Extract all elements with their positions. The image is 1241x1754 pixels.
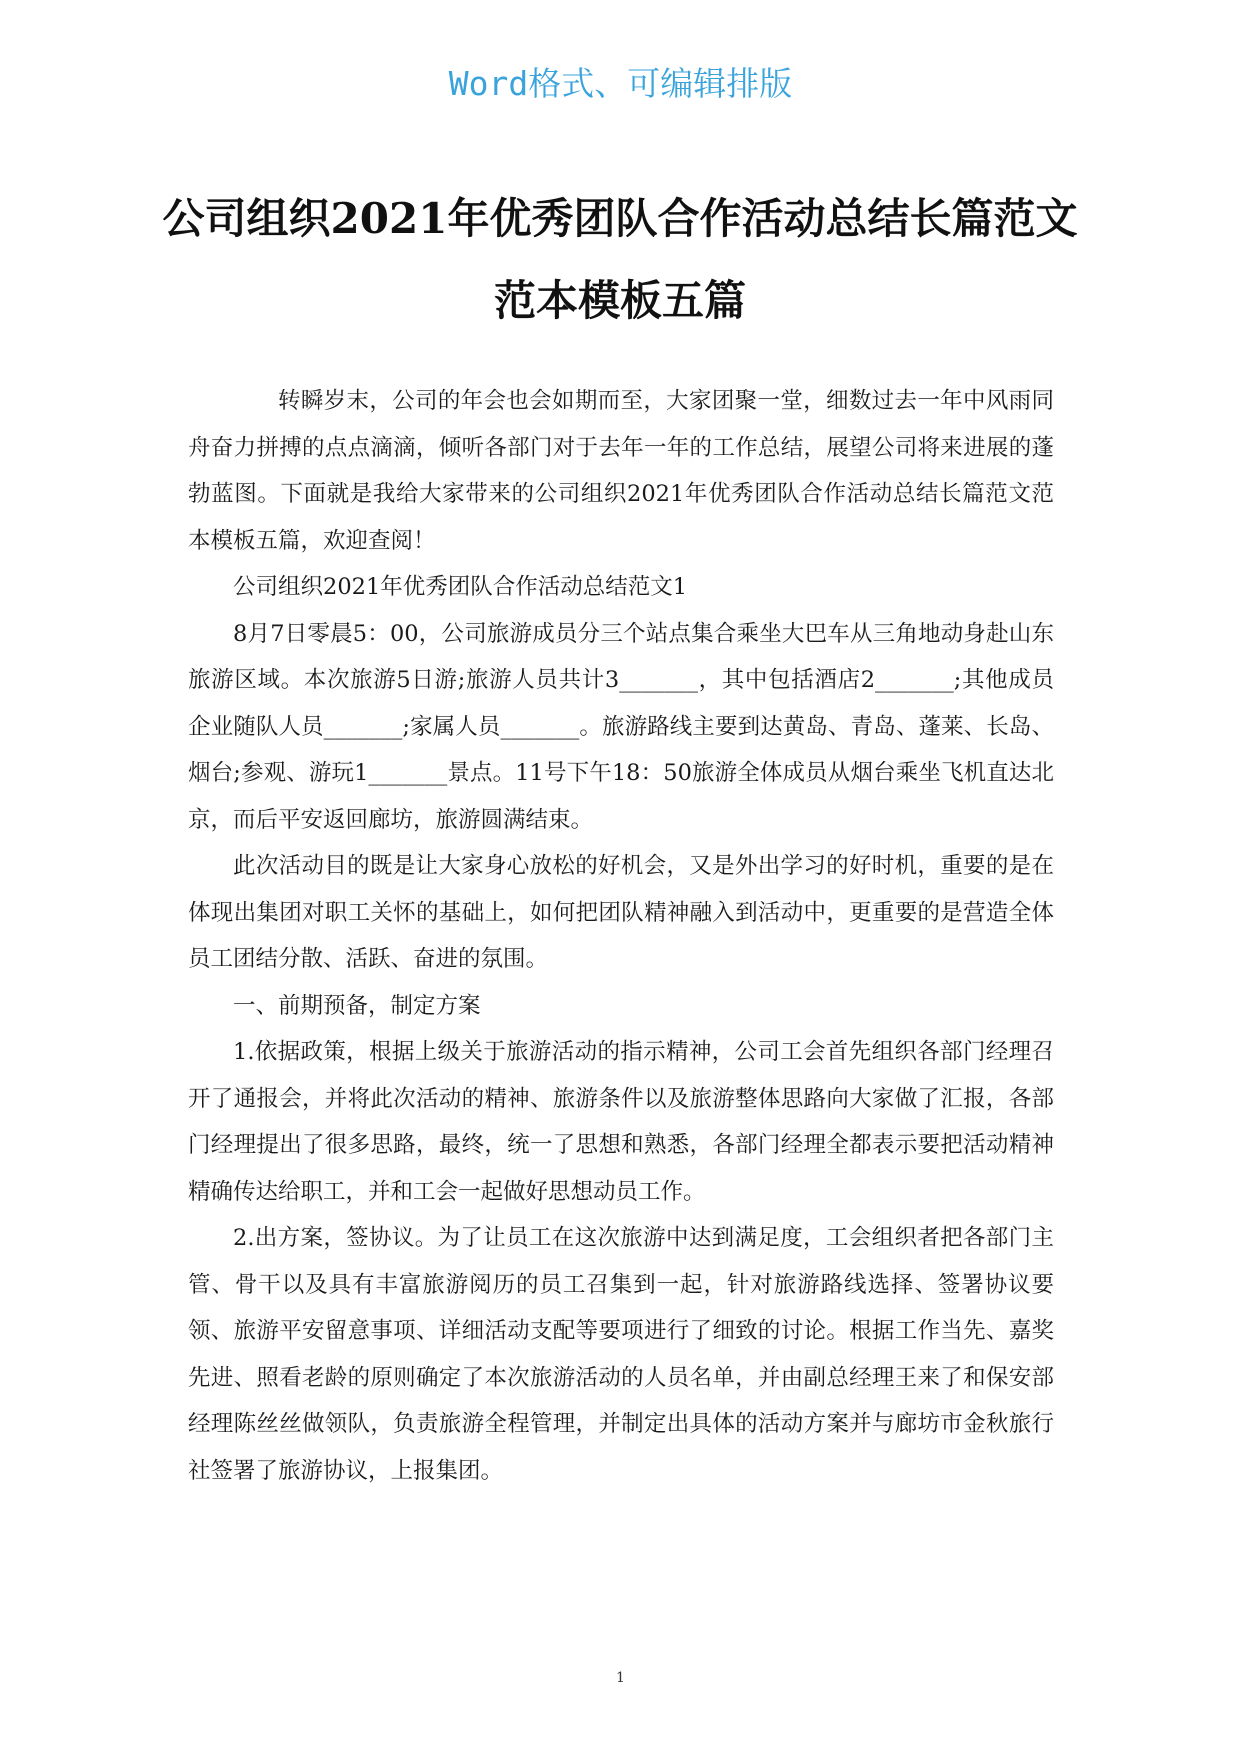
page-number: 1 <box>616 1670 625 1686</box>
paragraph-trip-summary: 8月7日零晨5：00，公司旅游成员分三个站点集合乘坐大巴车从三角地动身赴山东旅游区域。本次旅游5日游;旅游人员共计3_______，其中包括酒店2_______;其他成员企业随队人员_______;家属人员_______。旅游路线主要到达黄岛、青岛、蓬莱、长岛、烟台;参观、游玩1_______景点。11号下午18：50旅游全体成员从烟台乘坐飞机直达北京，而后平安返回廊坊，旅游圆满结束。 <box>188 620 1054 833</box>
paragraph-item-2: 2.出方案，签协议。为了让员工在这次旅游中达到满足度，工会组织者把各部门主管、骨干以及具有丰富旅游阅历的员工召集到一起，针对旅游路线选择、签署协议要领、旅游平安留意事项、详细活动支配等要项进行了细致的讨论。根据工作当先、嘉奖先进、照看老龄的原则确定了本次旅游活动的人员名单，并由副总经理王来了和保安部经理陈丝丝做领队，负责旅游全程管理，并制定出具体的活动方案并与廊坊市金秋旅行社签署了旅游协议，上报集团。 <box>188 1225 1054 1484</box>
paragraph-section-heading: 公司组织2021年优秀团队合作活动总结范文1 <box>233 574 688 600</box>
document-title: 公司组织2021年优秀团队合作活动总结长篇范文范本模板五篇 <box>162 194 1078 325</box>
paragraph-item-1: 1.依据政策，根据上级关于旅游活动的指示精神，公司工会首先组织各部门经理召开了通报会，并将此次活动的精神、旅游条件以及旅游整体思路向大家做了汇报，各部门经理提出了很多思路，最终，统一了思想和熟悉，各部门经理全都表示要把活动精神精确传达给职工，并和工会一起做好思想动员工作。 <box>188 1039 1054 1205</box>
document-body <box>188 378 1054 1494</box>
paragraph-intro: 转瞬岁末，公司的年会也会如期而至，大家团聚一堂，细数过去一年中风雨同舟奋力拼搏的点点滴滴，倾听各部门对于去年一年的工作总结，展望公司将来进展的蓬勃蓝图。下面就是我给大家带来的公司组织2021年优秀团队合作活动总结长篇范文范本模板五篇，欢迎查阅！ <box>188 388 1054 554</box>
paragraph-subheading: 一、前期预备，制定方案 <box>233 992 481 1019</box>
page-header: Word格式、可编辑排版 <box>448 64 793 103</box>
paragraph-purpose: 此次活动目的既是让大家身心放松的好机会，又是外出学习的好时机，重要的是在体现出集团对职工关怀的基础上，如何把团队精神融入到活动中，更重要的是营造全体员工团结分散、活跃、奋进的氛围。 <box>188 853 1054 972</box>
